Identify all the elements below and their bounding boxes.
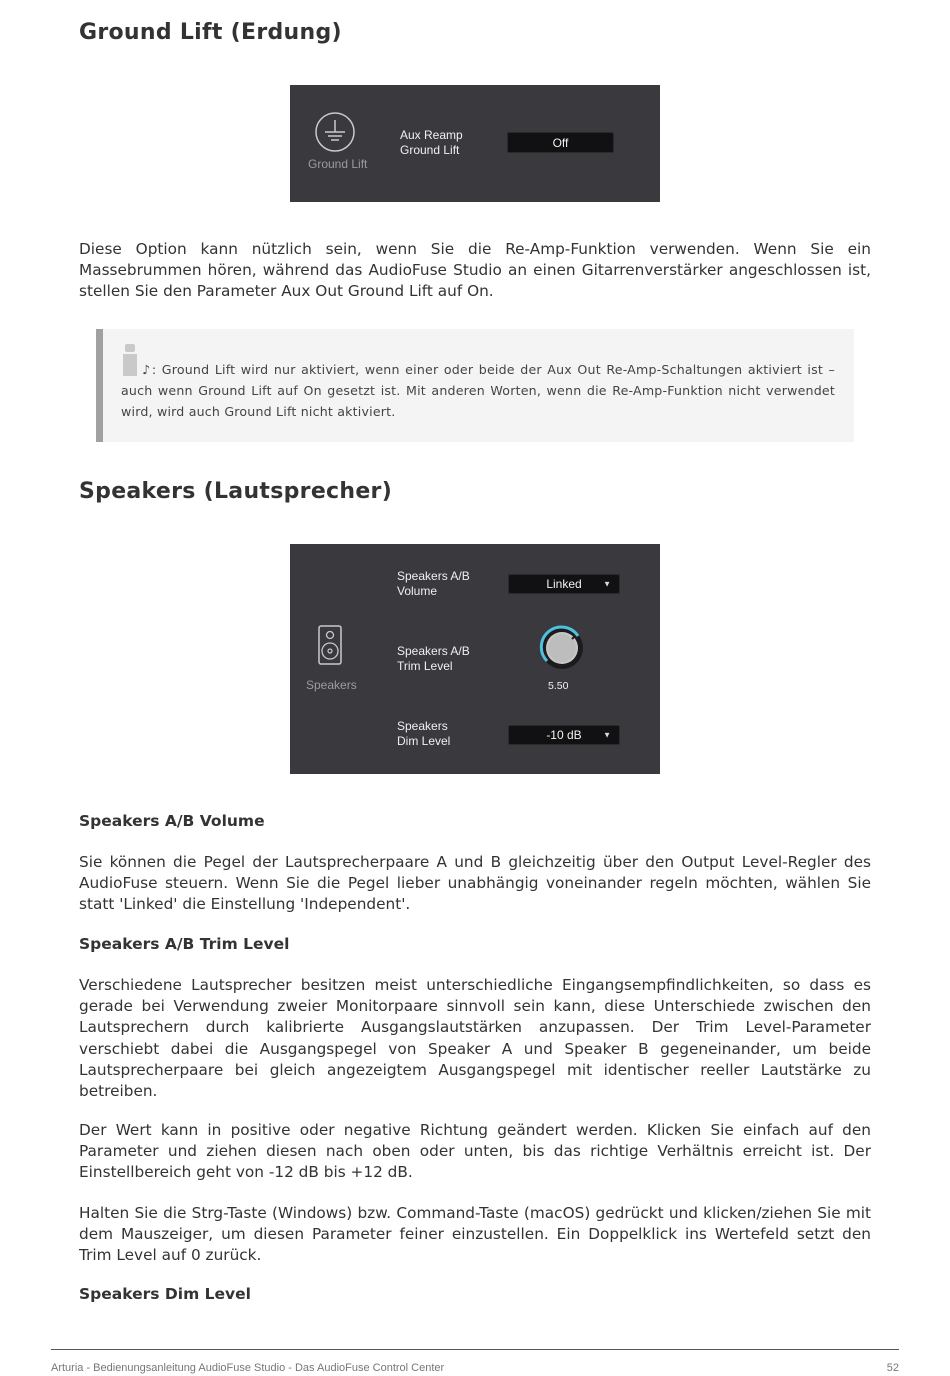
section-title-speakers: Speakers (Lautsprecher): [79, 479, 393, 504]
ground-lift-value-field[interactable]: [507, 132, 614, 153]
aux-reamp-ground-lift-label: [400, 128, 463, 158]
speaker-icon: [318, 625, 342, 665]
note-content: [121, 354, 835, 423]
dim-label-line2: Dim Level: [397, 734, 451, 748]
subheading-speakers-volume: Speakers A/B Volume: [79, 812, 265, 830]
speakers-volume-description: Sie können die Pegel der Lautsprecherpaare A und B gleichzeitig über den Output Level-Regler des AudioFuse steuern. Wenn Sie die Pegel lieber unabhängig voneinander regeln möchten, wählen Sie statt 'Linked' die Einstellung 'Independent'.: [79, 853, 871, 914]
ground-lift-panel: [290, 85, 660, 202]
trim-label-line2: Trim Level: [397, 659, 453, 673]
footer-divider: [51, 1349, 899, 1350]
note-accent-bar: [96, 329, 103, 442]
chevron-down-icon: ▼: [603, 730, 611, 740]
speakers-dim-label: [397, 719, 450, 749]
speakers-dim-dropdown[interactable]: [508, 725, 620, 745]
speakers-trim-description-2: Der Wert kann in positive oder negative Richtung geändert werden. Klicken Sie einfach auf den Parameter und ziehen diesen nach oben oder unten, bis das richtige Verhältnis erreicht ist. Der Einstellbereich geht von -12 dB bis +12 dB.: [79, 1121, 871, 1182]
ground-icon: [314, 111, 356, 153]
speakers-volume-label: [397, 569, 470, 599]
chevron-down-icon: ▼: [603, 579, 611, 589]
volume-label-line2: Volume: [397, 584, 438, 598]
info-note: [96, 329, 854, 442]
trim-label-line1: Speakers A/B: [397, 644, 470, 658]
volume-value: Linked: [546, 577, 582, 591]
page-number: 52: [886, 1362, 899, 1374]
section-title-ground-lift: Ground Lift (Erdung): [79, 20, 342, 45]
ground-lift-value: Off: [552, 135, 569, 150]
ground-lift-description: Diese Option kann nützlich sein, wenn Sie die Re-Amp-Funktion verwenden. Wenn Sie ein Massebrummen hören, während das AudioFuse Studio an einen Gitarrenverstärker angeschlossen ist, stellen Sie den Parameter Aux Out Ground Lift auf On.: [79, 240, 871, 301]
speakers-volume-dropdown[interactable]: [508, 574, 620, 594]
speakers-panel: [290, 544, 660, 774]
speakers-trim-description-3: Halten Sie die Strg-Taste (Windows) bzw. Command-Taste (macOS) gedrückt und klicken/ziehen Sie mit dem Mauszeiger, um diesen Parameter feiner einzustellen. Ein Doppelklick ins Wertefeld setzt den Trim Level auf 0 zurück.: [79, 1204, 871, 1265]
param-label-line1: Aux Reamp: [400, 128, 463, 142]
trim-level-value: 5.50: [548, 680, 569, 692]
trim-level-knob[interactable]: [538, 624, 586, 672]
volume-label-line1: Speakers A/B: [397, 569, 470, 583]
note-text: ♪: Ground Lift wird nur aktiviert, wenn einer oder beide der Aux Out Re-Amp-Schaltungen aktiviert ist – auch wenn Ground Lift auf On gesetzt ist. Mit anderen Worten, wenn die Re-Amp-Funktion nicht verwendet wird, wird auch Ground Lift nicht aktiviert.: [121, 362, 835, 420]
subheading-speakers-dim: Speakers Dim Level: [79, 1285, 251, 1303]
footer-text: Arturia - Bedienungsanleitung AudioFuse Studio - Das AudioFuse Control Center: [51, 1362, 445, 1374]
speakers-trim-label: [397, 644, 470, 674]
param-label-line2: Ground Lift: [400, 143, 460, 157]
subheading-speakers-trim: Speakers A/B Trim Level: [79, 935, 290, 953]
info-icon: [121, 354, 141, 376]
ground-lift-icon-label: Ground Lift: [308, 157, 368, 171]
dim-value: -10 dB: [546, 728, 582, 742]
speakers-trim-description-1: Verschiedene Lautsprecher besitzen meist unterschiedliche Eingangsempfindlichkeiten, so dass es gerade bei Verwendung zweier Monitorpaare sinnvoll sein kann, diese Unterschiede zwischen den Lautsprechern durch kalibrierte Ausgangslautstärken anzupassen. Der Trim Level-Parameter verschiebt dabei die Ausgangspegel von Speaker A und Speaker B gegeneinander, um beide Lautsprecherpaare bei gleich angezeigtem Ausgangspegel mit identischer reeller Lautstärke zu betreiben.: [79, 976, 871, 1101]
dim-label-line1: Speakers: [397, 719, 448, 733]
speakers-icon-label: Speakers: [306, 678, 357, 692]
